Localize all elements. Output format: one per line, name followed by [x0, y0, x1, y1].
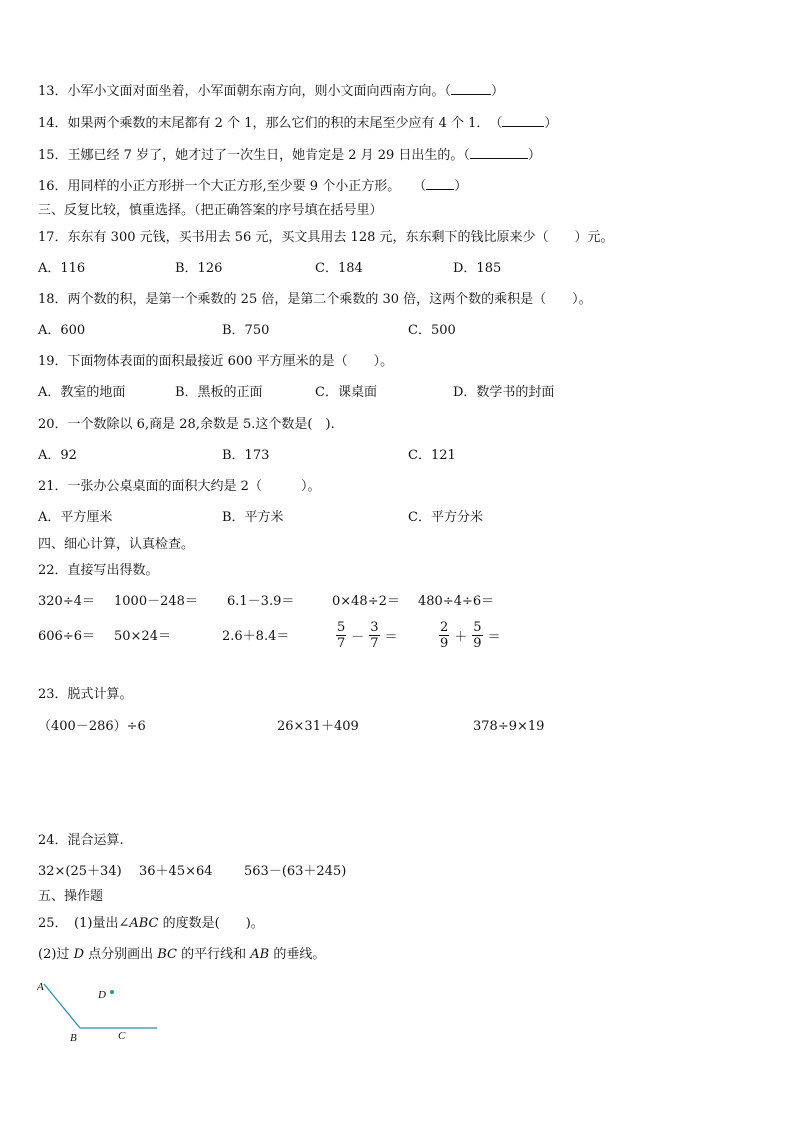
calc-item: 480÷4÷6＝	[418, 594, 495, 609]
option-d[interactable]: D．数学书的封面	[453, 385, 555, 400]
option-a[interactable]: A．教室的地面	[38, 385, 126, 400]
label-d: D	[98, 989, 106, 1001]
calc-item: 378÷9×19	[473, 719, 545, 734]
calc-item: 26×31＋409	[277, 719, 359, 734]
fraction: $\frac{5}{7}$	[337, 620, 346, 651]
calc-item: 320÷4＝	[38, 594, 95, 609]
question-24: 24．混合运算.	[38, 833, 124, 848]
calc-item: 563－(63＋245)	[244, 864, 347, 879]
section-3-heading: 三、反复比较，慎重选择。（把正确答案的序号填在括号里）	[38, 203, 383, 218]
question-20: 20．一个数除以 6,商是 28,余数是 5.这个数是( ).	[38, 417, 335, 432]
option-d[interactable]: D．185	[453, 261, 502, 276]
option-c[interactable]: C．121	[408, 448, 456, 463]
option-c[interactable]: C．500	[408, 323, 456, 338]
label-c: C	[118, 1030, 126, 1042]
question-15: 15．王娜已经 7 岁了，她才过了一次生日，她肯定是 2 月 29 日出生的。（ ）	[38, 145, 541, 165]
label-a: A	[37, 981, 44, 993]
calc-item: 606÷6＝	[38, 629, 95, 644]
section-4-heading: 四、细心计算，认真检查。	[38, 537, 195, 552]
answer-blank[interactable]	[426, 176, 454, 190]
point-d	[110, 990, 114, 994]
fraction: $\frac{5}{9}$	[473, 620, 482, 651]
fraction: $\frac{2}{9}$	[440, 620, 449, 651]
answer-blank[interactable]	[470, 145, 528, 159]
question-17-options	[38, 260, 758, 278]
question-19: 19．下面物体表面的面积最接近 600 平方厘米的是（ ）。	[38, 354, 394, 369]
angle-figure	[30, 975, 170, 1050]
option-b[interactable]: B．黑板的正面	[175, 385, 263, 400]
question-22: 22．直接写出得数。	[38, 563, 159, 578]
calc-item: 6.1－3.9＝	[227, 594, 295, 609]
calc-item: 2.6＋8.4＝	[222, 629, 290, 644]
question-14: 14．如果两个乘数的末尾都有 2 个 1，那么它们的积的末尾至少应有 4 个 1． （ ）	[38, 113, 557, 133]
option-b[interactable]: B．126	[175, 261, 223, 276]
option-a[interactable]: A．92	[38, 448, 77, 463]
question-16: 16．用同样的小正方形拼一个大正方形,至少要 9 个小正方形。 （ ）	[38, 176, 467, 196]
question-23: 23．脱式计算。	[38, 687, 133, 702]
option-a[interactable]: A．平方厘米	[38, 510, 113, 525]
ray-ba	[44, 984, 80, 1028]
option-c[interactable]: C．课桌面	[315, 385, 377, 400]
calc-item: 36＋45×64	[139, 864, 213, 879]
label-b: B	[70, 1032, 77, 1044]
question-21: 21．一张办公桌桌面的面积大约是 2（ ）。	[38, 479, 321, 494]
question-25-part-1: 25． (1)量出∠ABC 的度数是( )。	[38, 916, 264, 931]
option-c[interactable]: C．平方分米	[408, 510, 483, 525]
fraction: $\frac{3}{7}$	[370, 620, 379, 651]
answer-blank[interactable]	[502, 113, 544, 127]
option-a[interactable]: A．116	[38, 261, 86, 276]
question-18: 18．两个数的积，是第一个乘数的 25 倍，是第二个乘数的 30 倍，这两个数的乘积是（ ）。	[38, 292, 592, 307]
calc-item: 1000－248＝	[114, 594, 198, 609]
option-b[interactable]: B．750	[222, 323, 270, 338]
fraction-expression-1: $\frac{5}{7}$ － $\frac{3}{7}$ ＝	[337, 620, 398, 651]
question-17: 17．东东有 300 元钱，买书用去 56 元，买文具用去 128 元，东东剩下的钱比原来少（ ）元。	[38, 230, 614, 245]
option-c[interactable]: C．184	[315, 261, 363, 276]
question-25-part-2: (2)过 D 点分别画出 BC 的平行线和 AB 的垂线。	[38, 947, 326, 962]
calc-item: （400－286）÷6	[38, 719, 146, 734]
question-13: 13．小军小文面对面坐着，小军面朝东南方向，则小文面向西南方向。（ ）	[38, 81, 504, 101]
question-18-options	[38, 322, 758, 340]
calc-item: 0×48÷2＝	[332, 594, 400, 609]
calc-item: 50×24＝	[114, 629, 171, 644]
calc-item: 32×(25＋34)	[38, 864, 122, 879]
option-b[interactable]: B．平方米	[222, 510, 284, 525]
answer-blank[interactable]	[451, 81, 491, 95]
question-19-options	[38, 384, 758, 402]
section-5-heading: 五、操作题	[38, 889, 104, 904]
question-20-options	[38, 447, 758, 465]
question-21-options	[38, 509, 758, 527]
fraction-expression-2: $\frac{2}{9}$ ＋ $\frac{5}{9}$ ＝	[440, 620, 501, 651]
option-a[interactable]: A．600	[38, 323, 86, 338]
option-b[interactable]: B．173	[222, 448, 270, 463]
